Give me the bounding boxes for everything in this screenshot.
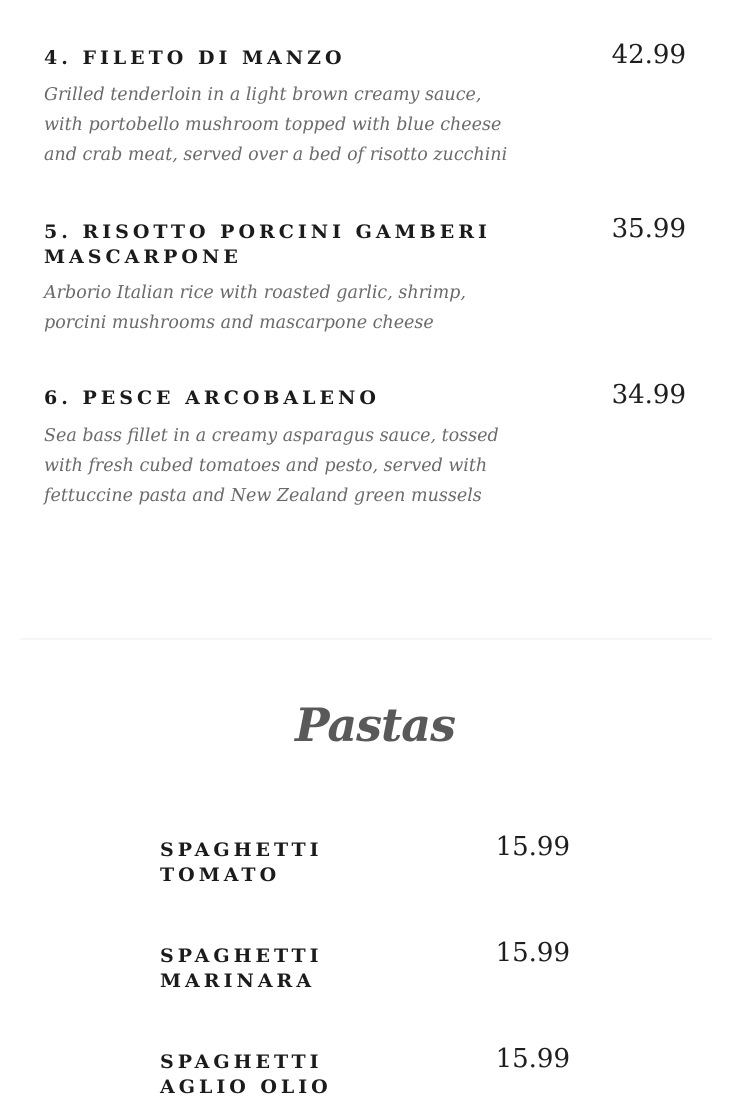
item-price: 34.99 [611, 380, 686, 410]
item-price: 35.99 [611, 214, 686, 244]
section-title: Pastas [294, 698, 455, 752]
item-name: 6. PESCE ARCOBALENO [44, 387, 380, 409]
pasta-price: 15.99 [495, 1044, 570, 1074]
item-description: Arborio Italian rice with roasted garlic, shrimp, porcini mushrooms and mascarpone cheese [44, 283, 466, 333]
pasta-name: SPAGHETTI TOMATO [160, 839, 323, 886]
item-name: 5. RISOTTO PORCINI GAMBERI MASCARPONE [44, 221, 491, 268]
pasta-price: 15.99 [495, 938, 570, 968]
item-description: Grilled tenderloin in a light brown creamy sauce, with portobello mushroom topped with blue cheese and crab meat, served over a bed of risotto zucchini [44, 85, 508, 165]
pasta-price: 15.99 [495, 832, 570, 862]
pasta-name: SPAGHETTI MARINARA [160, 945, 323, 992]
item-price: 42.99 [611, 40, 686, 70]
item-name: 4. FILETO DI MANZO [44, 47, 346, 69]
pasta-name: SPAGHETTI AGLIO OLIO [160, 1051, 332, 1098]
section-divider [20, 638, 712, 640]
item-description: Sea bass fillet in a creamy asparagus sauce, tossed with fresh cubed tomatoes and pesto, served with fettuccine pasta and New Zealand green mussels [44, 426, 499, 506]
